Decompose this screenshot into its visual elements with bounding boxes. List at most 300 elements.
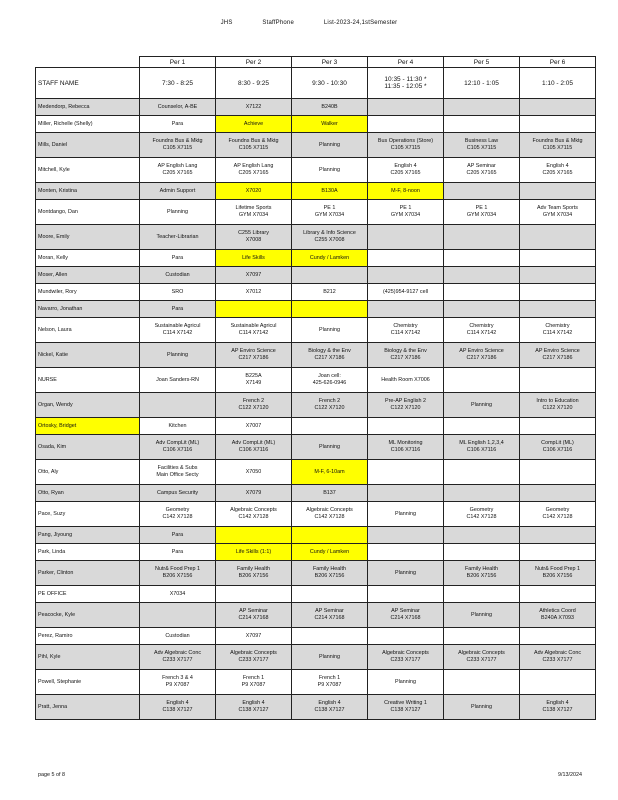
schedule-cell: [520, 527, 596, 544]
schedule-cell: [292, 200, 368, 225]
schedule-cell: [292, 158, 368, 183]
cell-line: 425-626-0946: [312, 380, 347, 386]
cell-line: Foundns Bus & Mktg: [152, 138, 203, 144]
cell-line: C122 X7120: [314, 405, 345, 411]
schedule-cell: [216, 116, 292, 133]
staff-row: [36, 460, 596, 485]
staff-name: Pihl, Kyle: [36, 645, 140, 670]
staff-name: Pang, Jiyoung: [36, 527, 140, 544]
cell-line: Chemistry: [545, 323, 570, 329]
schedule-cell: [444, 267, 520, 284]
staff-name: Ortosky, Bridget: [36, 418, 140, 435]
schedule-cell: [520, 116, 596, 133]
schedule-cell: [368, 561, 444, 586]
schedule-cell: [368, 393, 444, 418]
schedule-cell: [368, 343, 444, 368]
cell-line: GYM X7034: [390, 212, 421, 218]
cell-line: B206 X7156: [162, 573, 193, 579]
cell-line: Joan Sanders-RN: [156, 376, 199, 383]
schedule-cell: [292, 485, 368, 502]
period-header: Per 3: [292, 57, 368, 68]
staff-name: Moser, Allen: [36, 267, 140, 284]
schedule-cell: [520, 225, 596, 250]
cell-line: C122 X7120: [238, 405, 269, 411]
cell-line: B240A X7093: [541, 615, 574, 621]
cell-line: C205 X7165: [542, 170, 573, 176]
schedule-cell: [216, 99, 292, 116]
cell-line: X7007: [245, 422, 262, 429]
staff-row: [36, 435, 596, 460]
schedule-cell: [520, 418, 596, 435]
schedule-cell: [520, 284, 596, 301]
cell-line: AP Seminar: [239, 608, 268, 614]
staff-row: [36, 158, 596, 183]
schedule-cell: [520, 645, 596, 670]
cell-line: Facilities & Subs: [157, 465, 198, 471]
schedule-cell: [368, 670, 444, 695]
cell-line: Adv CompLit (ML): [231, 440, 276, 446]
cell-line: GYM X7034: [542, 212, 573, 218]
cell-line: (425)954-9127 cell: [383, 288, 428, 295]
cell-line: Adv Algebraic Conc: [533, 650, 582, 656]
cell-line: C214 X7168: [314, 615, 345, 621]
schedule-cell: [520, 460, 596, 485]
page-number: page 5 of 8: [38, 772, 65, 778]
schedule-cell: [216, 544, 292, 561]
cell-line: B206 X7156: [542, 573, 573, 579]
staff-row: [36, 544, 596, 561]
cell-line: Para: [171, 531, 184, 538]
cell-line: C205 X7165: [390, 170, 421, 176]
cell-line: X7097: [245, 271, 262, 278]
cell-line: C205 X7165: [162, 170, 193, 176]
cell-line: Foundns Bus & Mktg: [228, 138, 279, 144]
schedule-cell: [368, 502, 444, 527]
cell-line: Biology & the Env: [308, 348, 351, 354]
schedule-cell: [216, 502, 292, 527]
cell-line: French 1: [318, 675, 341, 681]
cell-line: B240B: [321, 103, 338, 110]
schedule-cell: [292, 318, 368, 343]
staff-name: Peacocke, Kyle: [36, 603, 140, 628]
list-name: List-2023-24,1stSemester: [323, 20, 398, 26]
cell-line: French 1: [242, 675, 265, 681]
cell-line: C114 X7142: [238, 330, 269, 336]
schedule-cell: [292, 527, 368, 544]
staff-name: Mundwiler, Rory: [36, 284, 140, 301]
schedule-cell: [140, 200, 216, 225]
schedule-cell: [520, 435, 596, 460]
schedule-cell: [292, 250, 368, 267]
cell-line: X7008: [245, 237, 262, 243]
schedule-cell: [520, 158, 596, 183]
cell-line: Creative Writing 1: [384, 700, 427, 706]
cell-line: C142 X7128: [542, 514, 573, 520]
cell-line: English 4: [394, 163, 417, 169]
schedule-cell: [292, 603, 368, 628]
cell-line: C217 X7186: [314, 355, 345, 361]
period-header: Per 2: [216, 57, 292, 68]
schedule-cell: [368, 200, 444, 225]
cell-line: Life Skills (1:1): [235, 548, 272, 555]
schedule-cell: [216, 301, 292, 318]
schedule-cell: [444, 343, 520, 368]
cell-line: C138 X7127: [314, 707, 345, 713]
cell-line: AP Enviro Science: [535, 348, 580, 354]
cell-line: C105 X7115: [466, 145, 497, 151]
cell-line: C217 X7186: [390, 355, 421, 361]
schedule-cell: [444, 99, 520, 116]
staff-name: Mills, Daniel: [36, 133, 140, 158]
schedule-cell: [368, 158, 444, 183]
schedule-cell: [368, 645, 444, 670]
cell-line: Admin Support: [159, 187, 196, 194]
cell-line: English 4: [166, 700, 189, 706]
schedule-cell: [368, 485, 444, 502]
cell-line: C142 X7128: [314, 514, 345, 520]
cell-line: C114 X7142: [466, 330, 497, 336]
cell-line: Para: [171, 305, 184, 312]
cell-line: Biology & the Env: [384, 348, 427, 354]
cell-line: CompLit (ML): [541, 440, 574, 446]
schedule-cell: [444, 695, 520, 720]
cell-line: C233 X7177: [238, 657, 269, 663]
cell-line: C217 X7186: [542, 355, 573, 361]
cell-line: P9 X7087: [317, 682, 342, 688]
schedule-cell: [520, 544, 596, 561]
cell-line: Adv Algebraic Conc: [153, 650, 202, 656]
staff-row: [36, 267, 596, 284]
schedule-cell: [444, 284, 520, 301]
staff-row: [36, 284, 596, 301]
schedule-cell: [444, 561, 520, 586]
schedule-cell: [444, 628, 520, 645]
schedule-cell: [292, 343, 368, 368]
cell-line: B206 X7156: [238, 573, 269, 579]
cell-line: C214 X7168: [238, 615, 269, 621]
schedule-cell: [444, 183, 520, 200]
schedule-cell: [216, 418, 292, 435]
schedule-cell: [292, 544, 368, 561]
staff-name: Otto, Aly: [36, 460, 140, 485]
schedule-cell: [216, 200, 292, 225]
schedule-cell: [292, 586, 368, 603]
staff-name: Moran, Kelly: [36, 250, 140, 267]
cell-line: Planning: [319, 166, 340, 173]
cell-line: ML Monitoring: [388, 440, 423, 446]
staff-row: [36, 133, 596, 158]
cell-line: Family Health: [237, 566, 270, 572]
cell-line: Chemistry: [393, 323, 418, 329]
staff-name: NURSE: [36, 368, 140, 393]
cell-line: C122 X7120: [542, 405, 573, 411]
cell-line: C233 X7177: [542, 657, 573, 663]
cell-line: B137: [323, 489, 336, 496]
cell-line: Cundy / Lamken: [309, 254, 350, 261]
schedule-cell: [444, 200, 520, 225]
schedule-cell: [292, 301, 368, 318]
schedule-cell: [140, 183, 216, 200]
cell-line: Algebraic Concepts: [230, 507, 277, 513]
cell-line: English 4: [546, 163, 569, 169]
cell-line: Walker: [321, 120, 338, 127]
staff-row: [36, 318, 596, 343]
schedule-cell: [292, 418, 368, 435]
period-time: 7:30 - 8:25: [140, 68, 216, 99]
schedule-cell: [292, 99, 368, 116]
cell-line: Planning: [319, 326, 340, 333]
schedule-cell: [520, 250, 596, 267]
schedule-cell: [216, 645, 292, 670]
cell-line: PE 1: [323, 205, 336, 211]
schedule-cell: [520, 343, 596, 368]
staff-name: Powell, Stephanie: [36, 670, 140, 695]
staff-name: Pratt, Jenna: [36, 695, 140, 720]
schedule-cell: [140, 460, 216, 485]
schedule-cell: [140, 628, 216, 645]
cell-line: English 4: [318, 700, 341, 706]
staff-row: [36, 418, 596, 435]
staff-name: Navarro, Jonathan: [36, 301, 140, 318]
cell-line: French 3 & 4: [162, 675, 193, 681]
cell-line: Cundy / Lamken: [309, 548, 350, 555]
cell-line: C138 X7127: [542, 707, 573, 713]
corner-cell: [36, 57, 140, 68]
cell-line: French 2: [318, 398, 341, 404]
schedule-cell: [444, 158, 520, 183]
schedule-cell: [216, 695, 292, 720]
schedule-cell: [368, 695, 444, 720]
schedule-cell: [216, 133, 292, 158]
schedule-cell: [140, 435, 216, 460]
schedule-cell: [368, 628, 444, 645]
cell-line: GYM X7034: [466, 212, 497, 218]
schedule-cell: [140, 695, 216, 720]
cell-line: Adv Team Sports: [537, 205, 578, 211]
schedule-cell: [292, 695, 368, 720]
cell-line: Lifetime Sports: [235, 205, 272, 211]
cell-line: ML English 1,2,3,4: [459, 440, 504, 446]
cell-line: GYM X7034: [238, 212, 269, 218]
staff-row: [36, 200, 596, 225]
schedule-cell: [216, 435, 292, 460]
period-time: 1:10 - 2:05: [520, 68, 596, 99]
cell-line: PE 1: [399, 205, 412, 211]
schedule-cell: [520, 318, 596, 343]
schedule-cell: [216, 527, 292, 544]
staff-row: [36, 695, 596, 720]
schedule-cell: [292, 628, 368, 645]
staff-name: Organ, Wendy: [36, 393, 140, 418]
schedule-cell: [444, 116, 520, 133]
schedule-cell: [216, 485, 292, 502]
cell-line: Sustainable Agricul: [154, 323, 201, 329]
schedule-cell: [140, 301, 216, 318]
cell-line: C114 X7142: [162, 330, 193, 336]
staff-name: Medendorp, Rebecca: [36, 99, 140, 116]
staff-row: [36, 502, 596, 527]
schedule-cell: [368, 267, 444, 284]
cell-line: C138 X7127: [162, 707, 193, 713]
cell-line: Life Skills: [242, 254, 265, 261]
staff-row: [36, 561, 596, 586]
cell-line: French 2: [242, 398, 265, 404]
cell-line: X7034: [169, 590, 186, 597]
period-header: Per 1: [140, 57, 216, 68]
cell-line: AP English Lang: [233, 163, 274, 169]
schedule-cell: [368, 183, 444, 200]
cell-line: Family Health: [465, 566, 498, 572]
cell-line: Geometry: [545, 507, 570, 513]
cell-line: C142 X7128: [466, 514, 497, 520]
time-header-row: [36, 68, 596, 99]
schedule-cell: [368, 133, 444, 158]
staff-row: [36, 301, 596, 318]
cell-line: C105 X7115: [390, 145, 421, 151]
cell-line: Planning: [167, 208, 188, 215]
schedule-cell: [520, 267, 596, 284]
cell-line: Library & Info Science: [303, 230, 356, 236]
print-date: 9/13/2024: [558, 772, 582, 778]
schedule-cell: [216, 158, 292, 183]
cell-line: C106 X7116: [162, 447, 193, 453]
cell-line: Athletics Coord: [539, 608, 576, 614]
cell-line: Algebraic Concepts: [458, 650, 505, 656]
period-time: 12:10 - 1:05: [444, 68, 520, 99]
staff-row: [36, 368, 596, 393]
schedule-cell: [140, 158, 216, 183]
cell-line: X7149: [245, 380, 262, 386]
schedule-cell: [444, 250, 520, 267]
schedule-cell: [216, 628, 292, 645]
cell-line: C122 X7120: [390, 405, 421, 411]
cell-line: Main Office Secty: [156, 472, 199, 478]
schedule-cell: [368, 527, 444, 544]
cell-line: English 4: [242, 700, 265, 706]
period-time: 9:30 - 10:30: [292, 68, 368, 99]
schedule-cell: [520, 99, 596, 116]
cell-line: C138 X7127: [238, 707, 269, 713]
schedule-cell: [140, 267, 216, 284]
schedule-cell: [292, 645, 368, 670]
schedule-cell: [444, 527, 520, 544]
cell-line: C106 X7116: [390, 447, 421, 453]
cell-line: X7122: [245, 103, 262, 110]
staff-name: Otto, Ryan: [36, 485, 140, 502]
cell-line: P9 X7087: [241, 682, 266, 688]
schedule-cell: [216, 250, 292, 267]
cell-line: M-F, 8-noon: [391, 187, 420, 194]
period-time: 8:30 - 9:25: [216, 68, 292, 99]
schedule-cell: [520, 393, 596, 418]
cell-line: Kitchen: [168, 422, 187, 429]
cell-line: AP English Lang: [157, 163, 198, 169]
cell-line: Planning: [471, 703, 492, 710]
schedule-cell: [444, 393, 520, 418]
schedule-cell: [368, 99, 444, 116]
schedule-cell: [140, 368, 216, 393]
period-header: Per 6: [520, 57, 596, 68]
schedule-cell: [140, 99, 216, 116]
staff-row: [36, 628, 596, 645]
cell-line: AP Seminar: [315, 608, 344, 614]
schedule-cell: [140, 318, 216, 343]
cell-line: Planning: [319, 141, 340, 148]
schedule-cell: [444, 460, 520, 485]
schedule-cell: [520, 561, 596, 586]
cell-line: B206 X7156: [314, 573, 345, 579]
staff-row: [36, 603, 596, 628]
schedule-cell: [140, 343, 216, 368]
schedule-cell: [140, 393, 216, 418]
cell-line: C233 X7177: [162, 657, 193, 663]
cell-line: Teacher-Librarian: [156, 233, 199, 240]
document-header: [0, 20, 618, 26]
schedule-cell: [444, 133, 520, 158]
cell-line: Planning: [319, 653, 340, 660]
period-header: Per 4: [368, 57, 444, 68]
schedule-cell: [292, 284, 368, 301]
schedule-cell: [140, 502, 216, 527]
schedule-cell: [520, 183, 596, 200]
cell-line: Planning: [471, 401, 492, 408]
cell-line: PE 1: [475, 205, 488, 211]
schedule-cell: [140, 250, 216, 267]
staff-name: Perez, Ramiro: [36, 628, 140, 645]
cell-line: X7097: [245, 632, 262, 639]
schedule-cell: [368, 318, 444, 343]
staff-name: Nickel, Katie: [36, 343, 140, 368]
staff-row: [36, 393, 596, 418]
schedule-cell: [520, 628, 596, 645]
schedule-cell: [216, 603, 292, 628]
cell-line: AP Seminar: [467, 163, 496, 169]
schedule-cell: [292, 393, 368, 418]
staff-row: [36, 116, 596, 133]
cell-line: Nutr& Food Prep 1: [535, 566, 580, 572]
cell-line: Planning: [395, 510, 416, 517]
schedule-cell: [444, 301, 520, 318]
staff-name: Park, Linda: [36, 544, 140, 561]
schedule-cell: [140, 670, 216, 695]
cell-line: C106 X7116: [466, 447, 497, 453]
schedule-cell: [140, 544, 216, 561]
schedule-cell: [140, 485, 216, 502]
cell-line: P9 X7087: [165, 682, 190, 688]
schedule-cell: [368, 544, 444, 561]
cell-line: Business Law: [464, 138, 499, 144]
schedule-cell: [140, 527, 216, 544]
schedule-cell: [444, 603, 520, 628]
schedule-cell: [444, 368, 520, 393]
schedule-cell: [216, 393, 292, 418]
cell-line: X7079: [245, 489, 262, 496]
staff-name: Nelson, Laura: [36, 318, 140, 343]
cell-line: Planning: [395, 678, 416, 685]
schedule-cell: [216, 561, 292, 586]
schedule-cell: [520, 200, 596, 225]
schedule-cell: [216, 460, 292, 485]
cell-line: Chemistry: [469, 323, 494, 329]
cell-line: C106 X7116: [542, 447, 573, 453]
schedule-cell: [444, 225, 520, 250]
schedule-cell: [292, 368, 368, 393]
school-code: JHS: [220, 20, 233, 26]
schedule-cell: [216, 670, 292, 695]
schedule-cell: [368, 368, 444, 393]
period-time-line: 10:35 - 11:30 *: [384, 76, 427, 83]
schedule-cell: [140, 133, 216, 158]
